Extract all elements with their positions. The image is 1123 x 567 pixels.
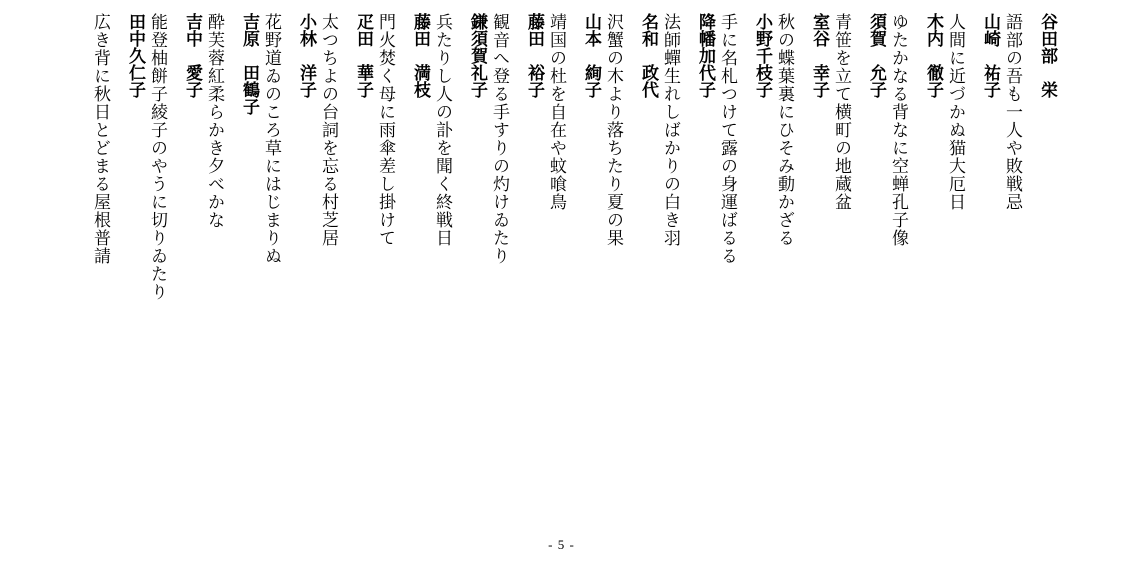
poet-name: 鎌須賀礼子 [467,13,487,98]
haiku-text: 法師蟬生れしばかりの白き羽 [660,13,680,247]
poet-name: 田中久仁子 [125,13,145,98]
poet-name: 室谷 幸子 [809,13,829,98]
page-number: - 5 - [548,537,575,552]
haiku-text: 花野道ゐのころ草にはじまりぬ [261,13,281,265]
haiku-text: ゆたかなる背なに空蝉孔子像 [888,13,908,247]
poet-name: 疋田 華子 [353,13,373,98]
haiku-text: 人間に近づかぬ猫大厄日 [945,13,965,211]
poet-name: 山本 絢子 [581,13,601,98]
haiku-text: 語部の吾も一人や敗戦忌 [1002,13,1022,211]
poet-name: 吉中 愛子 [182,13,202,98]
poet-name: 木内 徹子 [923,13,943,98]
poet-name: 降幡加代子 [695,13,715,98]
poet-name: 須賀 允子 [866,13,886,98]
haiku-text: 秋の蝶葉裏にひそみ動かざる [774,13,794,247]
haiku-text: 酔芙蓉紅柔らかき夕べかな [204,13,224,229]
haiku-text: 広き背に秋日とどまる屋根普請 [90,13,110,265]
poet-name: 藤田 満枝 [410,13,430,98]
haiku-text: 沢蟹の木より落ちたり夏の果 [603,13,623,247]
haiku-text: 能登柚餅子綾子のやうに切りゐたり [147,13,167,301]
poet-name: 藤田 裕子 [524,13,544,98]
haiku-text: 門火焚く母に雨傘差し掛けて [375,13,395,247]
poet-name: 谷田部 栄 [1037,13,1057,98]
poet-name: 小林 洋子 [296,13,316,98]
haiku-text: 手に名札つけて露の身運ばるる [717,13,737,265]
haiku-text: 観音へ登る手すりの灼けゐたり [489,13,509,265]
poet-name: 山崎 祐子 [980,13,1000,98]
poet-name: 小野千枝子 [752,13,772,98]
poet-name: 吉原 田鶴子 [239,13,259,115]
haiku-text: 兵たりし人の訃を聞く終戦日 [432,13,452,247]
poet-name: 名和 政代 [638,13,658,98]
haiku-text: 青笹を立て横町の地蔵盆 [831,13,851,211]
haiku-text: 靖国の杜を自在や蚊喰鳥 [546,13,566,211]
haiku-text: 太つちよの台詞を忘る村芝居 [318,13,338,247]
